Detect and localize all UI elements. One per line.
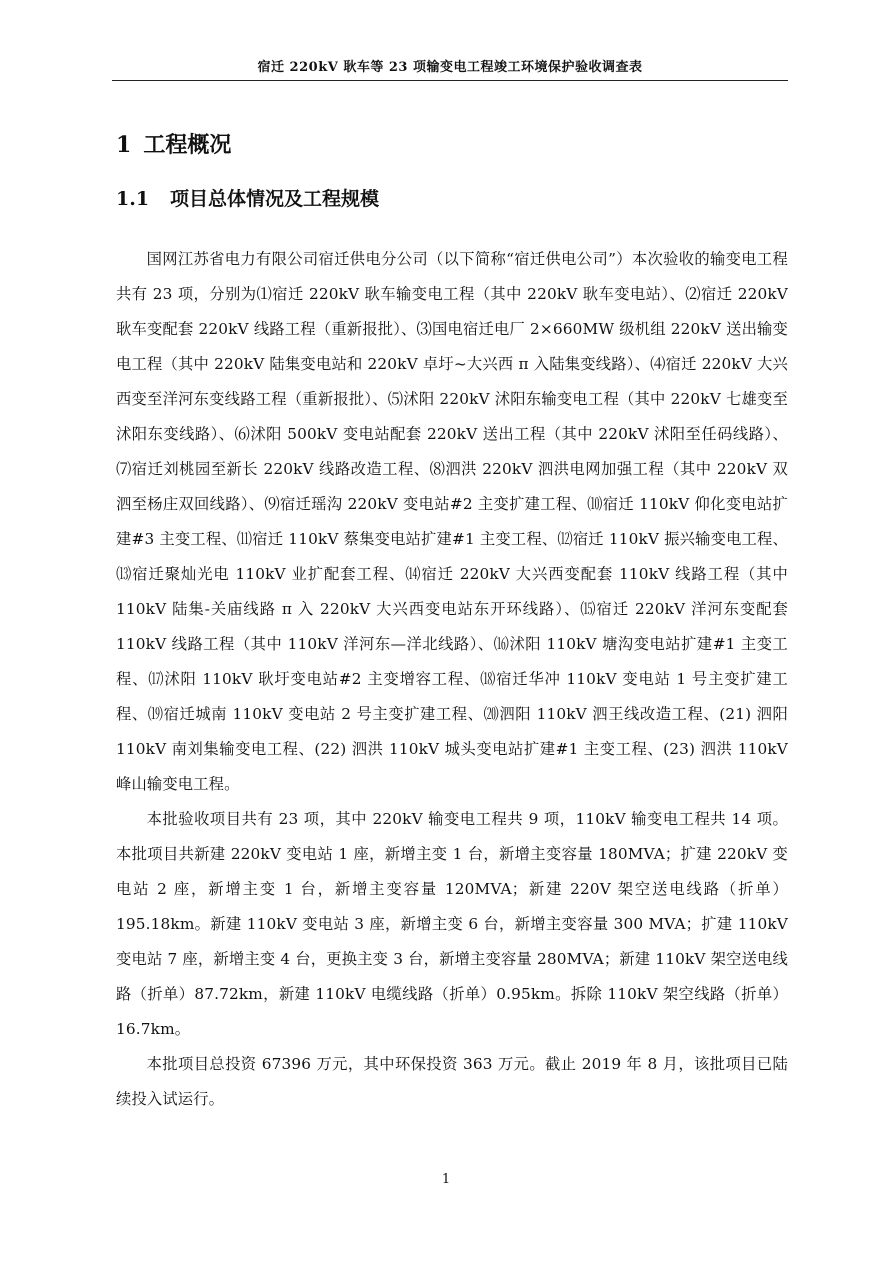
subsection-title: 项目总体情况及工程规模 (170, 188, 380, 210)
section-title: 工程概况 (143, 132, 232, 158)
section-heading (116, 128, 231, 159)
section-number: 1 (116, 132, 132, 158)
subsection-heading (116, 184, 379, 211)
page-header: 宿迁 220kV 耿车等 23 项输变电工程竣工环境保护验收调查表 (112, 56, 788, 81)
paragraph-project-list: 国网江苏省电力有限公司宿迁供电分公司（以下简称“宿迁供电公司”）本次验收的输变电工程共有 23 项，分别为⑴宿迁 220kV 耿车输变电工程（其中 220kV 耿车变电站）、⑵宿迁 220kV 耿车变配套 220kV 线路工程（重新报批）、⑶国电宿迁电厂 2×660MW 级机组 220kV 送出输变电工程（其中 220kV 陆集变电站和 220kV 卓圩~大兴西 π 入陆集变线路）、⑷宿迁 220kV 大兴西变至洋河东变线路工程（重新报批）、⑸沭阳 220kV 沭阳东输变电工程（其中 220kV 七雄变至沭阳东变线路）、⑹沭阳 500kV 变电站配套 220kV 送出工程（其中 220kV 沭阳至任码线路）、⑺宿迁刘桃园至新长 220kV 线路改造工程、⑻泗洪 220kV 泗洪电网加强工程（其中 220kV 双泗至杨庄双回线路）、⑼宿迁瑶沟 220kV 变电站#2 主变扩建工程、⑽宿迁 110kV 仰化变电站扩建#3 主变工程、⑾宿迁 110kV 蔡集变电站扩建#1 主变工程、⑿宿迁 110kV 振兴输变电工程、⒀宿迁聚灿光电 110kV 业扩配套工程、⒁宿迁 220kV 大兴西变配套 110kV 线路工程（其中 110kV 陆集-关庙线路 π 入 220kV 大兴西变电站东开环线路）、⒂宿迁 220kV 洋河东变配套 110kV 线路工程（其中 110kV 洋河东—洋北线路）、⒃沭阳 110kV 塘沟变电站扩建#1 主变工程、⒄沭阳 110kV 耿圩变电站#2 主变增容工程、⒅宿迁华冲 110kV 变电站 1 号主变扩建工程、⒆宿迁城南 110kV 变电站 2 号主变扩建工程、⒇泗阳 110kV 泗王线改造工程、(21) 泗阳 110kV 南刘集输变电工程、(22) 泗洪 110kV 城头变电站扩建#1 主变工程、(23) 泗洪 110kV 峰山输变电工程。 (116, 250, 788, 793)
body-text (116, 242, 788, 1117)
paragraph-project-scale: 本批验收项目共有 23 项，其中 220kV 输变电工程共 9 项，110kV 输变电工程共 14 项。本批项目共新建 220kV 变电站 1 座，新增主变 1 台，新增主变容量 180MVA；扩建 220kV 变电站 2 座，新增主变 1 台，新增主变容量 120MVA；新建 220V 架空送电线路（折单）195.18km。新建 110kV 变电站 3 座，新增主变 6 台，新增主变容量 300 MVA；扩建 110kV 变电站 7 座，新增主变 4 台，更换主变 3 台，新增主变容量 280MVA；新建 110kV 架空送电线路（折单）87.72km，新建 110kV 电缆线路（折单）0.95km。拆除 110kV 架空线路（折单） 16.7km。 (116, 810, 788, 1038)
paragraph-investment: 本批项目总投资 67396 万元，其中环保投资 363 万元。截止 2019 年 8 月，该批项目已陆续投入试运行。 (116, 1055, 788, 1108)
page-number: 1 (441, 1172, 451, 1187)
subsection-number: 1.1 (116, 188, 150, 210)
